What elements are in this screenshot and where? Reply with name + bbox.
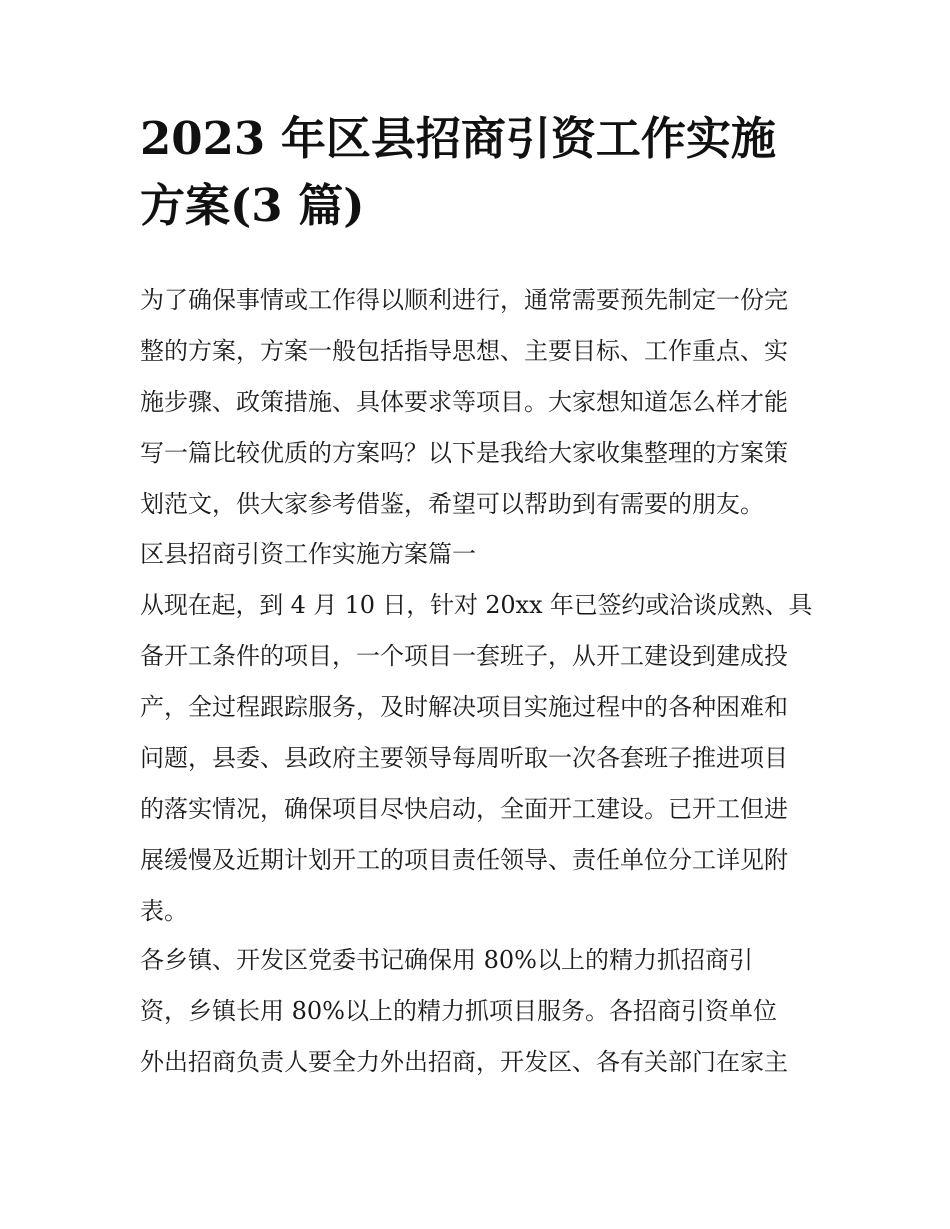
body-line: 划范文，供大家参考借鉴，希望可以帮助到有需要的朋友。 bbox=[140, 490, 764, 518]
body-line: 为了确保事情或工作得以顺利进行，通常需要预先制定一份完 bbox=[140, 286, 788, 314]
document-title bbox=[140, 112, 820, 232]
body-line: 从现在起，到 4 月 10 日，针对 20xx 年已签约或洽谈成熟、具 bbox=[140, 591, 813, 619]
body-line: 外出招商负责人要全力外出招商，开发区、各有关部门在家主 bbox=[140, 1048, 788, 1076]
body-line: 写一篇比较优质的方案吗？以下是我给大家收集整理的方案策 bbox=[140, 439, 788, 467]
body-line: 资，乡镇长用 80%以上的精力抓项目服务。各招商引资单位 bbox=[140, 997, 777, 1025]
body-line: 备开工条件的项目，一个项目一套班子，从开工建设到建成投 bbox=[140, 642, 788, 670]
body-line: 整的方案，方案一般包括指导思想、主要目标、工作重点、实 bbox=[140, 337, 788, 365]
body-line: 展缓慢及近期计划开工的项目责任领导、责任单位分工详见附 bbox=[140, 846, 788, 874]
body-line: 各乡镇、开发区党委书记确保用 80%以上的精力抓招商引 bbox=[140, 946, 753, 974]
body-line: 问题，县委、县政府主要领导每周听取一次各套班子推进项目 bbox=[140, 744, 788, 772]
body-line: 产，全过程跟踪服务，及时解决项目实施过程中的各种困难和 bbox=[140, 693, 788, 721]
section-heading: 区县招商引资工作实施方案篇一 bbox=[140, 540, 476, 568]
title-line-2: 方案(3 篇) bbox=[140, 179, 365, 232]
title-line-1: 2023 年区县招商引资工作实施 bbox=[140, 112, 776, 165]
body-line: 的落实情况，确保项目尽快启动，全面开工建设。已开工但进 bbox=[140, 795, 788, 823]
body-line: 施步骤、政策措施、具体要求等项目。大家想知道怎么样才能 bbox=[140, 388, 788, 416]
body-line: 表。 bbox=[140, 897, 188, 925]
